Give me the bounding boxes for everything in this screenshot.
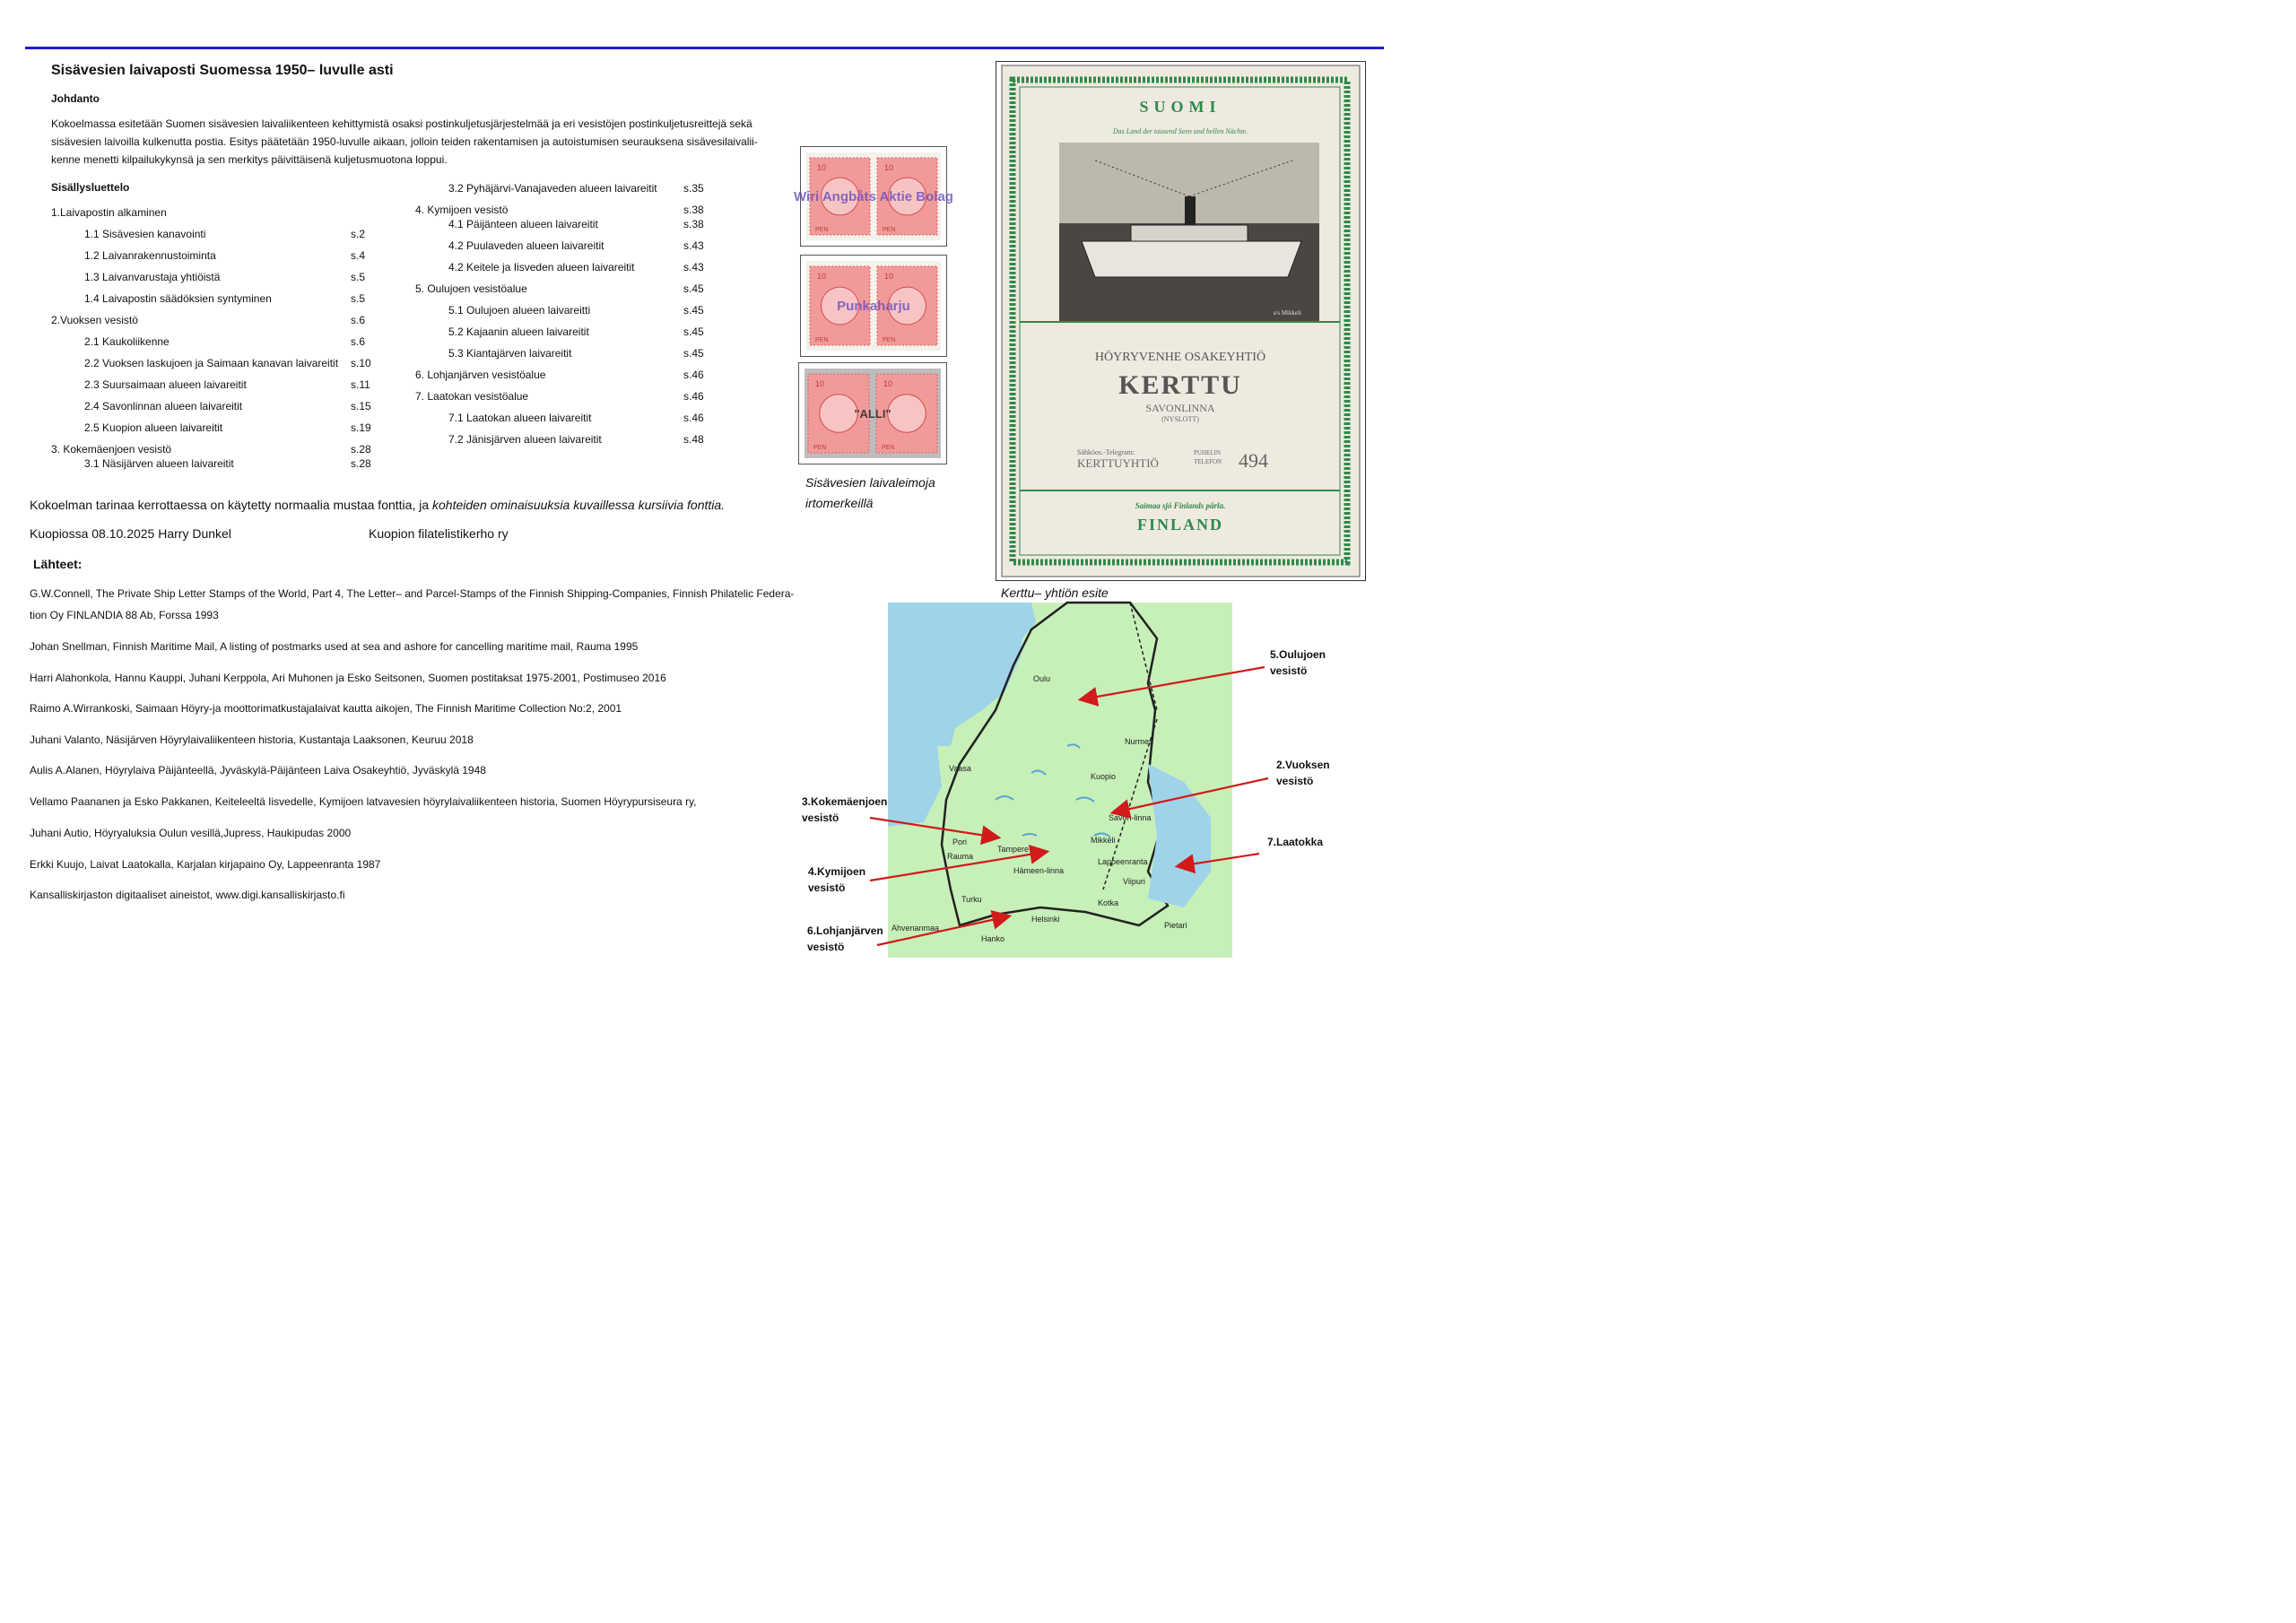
toc-item-label: 1.4 Laivapostin säädöksien syntyminen bbox=[84, 292, 272, 305]
toc-item-label: 4.2 Puulaveden alueen laivareitit bbox=[448, 239, 604, 252]
source-item: Juhani Autio, Höyryaluksia Oulun vesillä,Jupress, Haukipudas 2000 bbox=[30, 827, 352, 839]
map-city-label: Viipuri bbox=[1123, 877, 1145, 886]
brochure-name: KERTTU bbox=[1118, 370, 1242, 400]
intro-line: Kokoelmassa esitetään Suomen sisävesien laivaliikenteen kehittymistä osaksi postinkuljetusjärjestelmää ja eri vesistöjen postinkuljetusreittejä sekä bbox=[51, 117, 752, 130]
toc-item-label: 5.2 Kajaanin alueen laivareitit bbox=[448, 325, 589, 338]
svg-text:10: 10 bbox=[884, 163, 894, 172]
toc-item-page: s.45 bbox=[683, 347, 704, 360]
svg-text:10: 10 bbox=[817, 163, 827, 172]
toc-item-page: s.11 bbox=[351, 378, 370, 391]
map-city-label: Oulu bbox=[1033, 674, 1051, 683]
map-arrow bbox=[1178, 854, 1259, 866]
svg-text:PEN: PEN bbox=[815, 337, 829, 343]
svg-text:"ALLI": "ALLI" bbox=[854, 407, 891, 421]
stamps-caption-line2: irtomerkeillä bbox=[805, 496, 874, 510]
map-city-label: Kotka bbox=[1098, 898, 1119, 907]
toc-item-page: s.45 bbox=[683, 304, 704, 317]
source-item: Juhani Valanto, Näsijärven Höyrylaivaliikenteen historia, Kustantaja Laaksonen, Keuruu 2018 bbox=[30, 733, 474, 746]
toc-item-label: 3.2 Pyhäjärvi-Vanajaveden alueen laivareitit bbox=[448, 182, 657, 195]
map-region-label bbox=[802, 794, 887, 826]
source-item: Johan Snellman, Finnish Maritime Mail, A listing of postmarks used at sea and ashore for cancelling maritime mail, Rauma 1995 bbox=[30, 640, 639, 653]
svg-text:PEN: PEN bbox=[883, 337, 896, 343]
map-city-label: Turku bbox=[961, 895, 982, 904]
toc-item-page: s.19 bbox=[351, 421, 371, 434]
toc-item-page: s.6 bbox=[351, 314, 366, 326]
map-arrow bbox=[870, 852, 1046, 881]
brochure-ship-caption: s/s Mikkeli bbox=[1273, 309, 1301, 317]
toc-item-label: 4.2 Keitele ja Iisveden alueen laivareitit bbox=[448, 261, 635, 273]
source-item: Harri Alahonkola, Hannu Kauppi, Juhani Kerppola, Ari Muhonen ja Esko Seitsonen, Suomen postitaksat 1975-2001, Postimuseo 2016 bbox=[30, 672, 666, 684]
toc-item-label: 5.3 Kiantajärven laivareitit bbox=[448, 347, 572, 360]
svg-text:10: 10 bbox=[883, 379, 893, 388]
source-item: Vellamo Paananen ja Esko Pakkanen, Keiteleeltä Iisvedelle, Kymijoen latvavesien höyrylaivaliikenteen historia, Suomen Höyrypursiseura ry, bbox=[30, 795, 697, 808]
toc-item-label: 1.1 Sisävesien kanavointi bbox=[84, 228, 206, 240]
map-city-label: Rauma bbox=[947, 852, 974, 861]
map-region-label bbox=[808, 864, 865, 896]
map-region-label-line2: vesistö bbox=[802, 812, 839, 824]
map-region-label-line1: 6.Lohjanjärven bbox=[807, 924, 883, 937]
toc-item-page: s.4 bbox=[351, 249, 366, 262]
font-note-normal: Kokoelman tarinaa kerrottaessa on käytetty normaalia mustaa fonttia, ja bbox=[30, 498, 433, 512]
toc-item-page: s.5 bbox=[351, 271, 366, 283]
toc-item-page: s.5 bbox=[351, 292, 366, 305]
map-region-label-line2: vesistö bbox=[807, 941, 845, 953]
map-arrow bbox=[1114, 778, 1268, 812]
toc-item-label: 5. Oulujoen vesistöalue bbox=[415, 282, 527, 295]
intro-line: sisävesien laivoilla kulkenutta postia. Esitys päätetään 1950-luvulle aikaan, jolloin teiden rakentamisen ja autoistumisen seurauksena sisävesilaivalii- bbox=[51, 135, 758, 148]
map-city-label: Tampere bbox=[997, 845, 1030, 854]
toc-item-label: 7.2 Jänisjärven alueen laivareitit bbox=[448, 433, 602, 446]
map-region-label-line1: 2.Vuoksen bbox=[1276, 759, 1330, 771]
club-name: Kuopion filatelistikerho ry bbox=[369, 526, 509, 541]
toc-item-page: s.28 bbox=[351, 443, 371, 456]
brochure-subtitle: Das Land der tausend Seen und hellen Nächte. bbox=[1112, 127, 1248, 135]
brochure-bottom: FINLAND bbox=[1136, 516, 1224, 534]
source-item: Kansalliskirjaston digitaaliset aineistot, www.digi.kansalliskirjasto.fi bbox=[30, 889, 345, 901]
map-region-label bbox=[807, 923, 883, 955]
brochure-caption: Kerttu– yhtiön esite bbox=[1001, 586, 1109, 600]
source-item: Erkki Kuujo, Laivat Laatokalla, Karjalan kirjapaino Oy, Lappeenranta 1987 bbox=[30, 858, 381, 871]
brochure-phone-label2: TELEFON bbox=[1194, 458, 1222, 465]
place-date: Kuopiossa 08.10.2025 Harry Dunkel bbox=[30, 526, 231, 541]
brochure-company: HÖYRYVENHE OSAKEYHTIÖ bbox=[1094, 351, 1266, 364]
toc-item-label: 1.Laivapostin alkaminen bbox=[51, 206, 167, 219]
toc-heading: Sisällysluettelo bbox=[51, 181, 130, 194]
map-region-label-line2: vesistö bbox=[808, 881, 846, 894]
toc-item-page: s.2 bbox=[351, 228, 366, 240]
toc-item-label: 3. Kokemäenjoen vesistö bbox=[51, 443, 172, 456]
toc-item-page: s.15 bbox=[351, 400, 371, 412]
svg-text:Wiri Angbåts Aktie Bolag: Wiri Angbåts Aktie Bolag bbox=[794, 189, 953, 204]
toc-item-page: s.38 bbox=[683, 218, 704, 230]
toc-item-page: s.35 bbox=[683, 182, 704, 195]
page-title: Sisävesien laivaposti Suomessa 1950– luvulle asti bbox=[51, 63, 394, 78]
source-item: Aulis A.Alanen, Höyrylaiva Päijänteellä, Jyväskylä-Päijänteen Laiva Osakeyhtiö, Jyväskylä 1948 bbox=[30, 764, 486, 777]
brochure-phone-label1: PUHELIN bbox=[1194, 449, 1221, 456]
svg-text:PEN: PEN bbox=[815, 227, 829, 233]
toc-item-label: 2.2 Vuoksen laskujoen ja Saimaan kanavan laivareitit bbox=[84, 357, 339, 369]
toc-item-page: s.43 bbox=[683, 261, 704, 273]
map-city-label: Mikkeli bbox=[1091, 836, 1116, 845]
svg-text:10: 10 bbox=[817, 272, 827, 281]
toc-item-page: s.38 bbox=[683, 204, 704, 216]
toc-item-label: 2.4 Savonlinnan alueen laivareitit bbox=[84, 400, 243, 412]
toc-item-page: s.48 bbox=[683, 433, 704, 446]
map-city-label: Hanko bbox=[981, 934, 1005, 943]
toc-item-page: s.46 bbox=[683, 390, 704, 403]
toc-item-label: 7. Laatokan vesistöalue bbox=[415, 390, 529, 403]
map-region-label-line1: 3.Kokemäenjoen bbox=[802, 795, 888, 808]
map-arrow bbox=[1082, 667, 1265, 699]
map-region-label-line1: 5.Oulujoen bbox=[1270, 648, 1326, 661]
map-city-label: Vaasa bbox=[949, 764, 971, 773]
svg-text:PEN: PEN bbox=[882, 445, 895, 451]
intro-line: kenne menetti kilpailukykynsä ja sen merkitys päivittäisenä kuljetusmuotona loppui. bbox=[51, 153, 448, 166]
map-city-label: Nurmes bbox=[1125, 737, 1153, 746]
svg-text:10: 10 bbox=[815, 379, 825, 388]
toc-item-label: 1.2 Laivanrakennustoiminta bbox=[84, 249, 216, 262]
sources-heading: Lähteet: bbox=[33, 557, 83, 571]
toc-item-page: s.6 bbox=[351, 335, 366, 348]
map-region-label-line1: 7.Laatokka bbox=[1267, 836, 1324, 848]
map-city-label: Lappeenranta bbox=[1098, 857, 1148, 866]
intro-heading: Johdanto bbox=[51, 92, 100, 105]
map-city-label: Hämeen-linna bbox=[1013, 866, 1065, 875]
map-region-label-line2: vesistö bbox=[1270, 664, 1308, 677]
toc-item-page: s.28 bbox=[351, 457, 371, 470]
map-city-label: Savon-linna bbox=[1109, 813, 1152, 822]
brochure-telegram-label: Sähköos.-Telegram: bbox=[1077, 448, 1135, 456]
map-arrow bbox=[877, 916, 1008, 945]
brochure-city-alt: (NYSLOTT) bbox=[1161, 415, 1199, 423]
toc-item-label: 5.1 Oulujoen alueen laivareitti bbox=[448, 304, 591, 317]
toc-item-label: 4.1 Päijänteen alueen laivareitit bbox=[448, 218, 598, 230]
toc-item-label: 2.3 Suursaimaan alueen laivareitit bbox=[84, 378, 247, 391]
map-region-label bbox=[1267, 834, 1323, 850]
map-region-label-line1: 4.Kymijoen bbox=[808, 865, 866, 878]
brochure-motto: Saimaa sjö Finlands pärla. bbox=[1135, 501, 1226, 510]
toc-item-page: s.45 bbox=[683, 282, 704, 295]
stamps-caption-line1: Sisävesien laivaleimoja bbox=[805, 475, 935, 490]
toc-item-label: 2.1 Kaukoliikenne bbox=[84, 335, 170, 348]
map-city-label: Ahvenanmaa bbox=[891, 924, 940, 933]
svg-text:10: 10 bbox=[884, 272, 894, 281]
brochure-city: SAVONLINNA bbox=[1145, 402, 1215, 414]
toc-item-label: 3.1 Näsijärven alueen laivareitit bbox=[84, 457, 234, 470]
brochure-telegram: KERTTUYHTIÖ bbox=[1077, 456, 1159, 470]
brochure-top: SUOMI bbox=[1139, 98, 1222, 116]
svg-text:Punkaharju: Punkaharju bbox=[837, 299, 910, 314]
toc-item-label: 1.3 Laivanvarustaja yhtiöistä bbox=[84, 271, 221, 283]
toc-item-page: s.46 bbox=[683, 412, 704, 424]
toc-item-label: 2.5 Kuopion alueen laivareitit bbox=[84, 421, 223, 434]
toc-item-page: s.10 bbox=[351, 357, 371, 369]
svg-text:PEN: PEN bbox=[883, 227, 896, 233]
map-region-label bbox=[1270, 647, 1326, 679]
toc-item-label: 2.Vuoksen vesistö bbox=[51, 314, 138, 326]
source-item: G.W.Connell, The Private Ship Letter Stamps of the World, Part 4, The Letter– and Parcel-Stamps of the Finnish Shipping-Companies, Finnish Philatelic Federa- bbox=[30, 587, 795, 600]
toc-item-page: s.43 bbox=[683, 239, 704, 252]
svg-text:PEN: PEN bbox=[813, 445, 827, 451]
map-arrows bbox=[0, 0, 1406, 994]
toc-item-page: s.46 bbox=[683, 369, 704, 381]
source-item: tion Oy FINLANDIA 88 Ab, Forssa 1993 bbox=[30, 609, 219, 621]
toc-item-label: 7.1 Laatokan alueen laivareitit bbox=[448, 412, 592, 424]
toc-item-page: s.45 bbox=[683, 325, 704, 338]
map-city-label: Pori bbox=[952, 838, 968, 846]
font-note-italic: kohteiden ominaisuuksia kuvaillessa kursiivia fonttia. bbox=[432, 498, 726, 512]
map-region-label-line2: vesistö bbox=[1276, 775, 1314, 787]
map-city-label: Kuopio bbox=[1091, 772, 1117, 781]
map-city-label: Helsinki bbox=[1031, 915, 1060, 924]
toc-item-label: 6. Lohjanjärven vesistöalue bbox=[415, 369, 546, 381]
toc-item-label: 4. Kymijoen vesistö bbox=[415, 204, 509, 216]
source-item: Raimo A.Wirrankoski, Saimaan Höyry-ja moottorimatkustajalaivat kautta aikojen, The Finnish Maritime Collection No:2, 2001 bbox=[30, 702, 622, 715]
map-arrow bbox=[870, 818, 997, 838]
map-region-label bbox=[1276, 757, 1330, 789]
brochure-phone: 494 bbox=[1239, 449, 1268, 472]
map-city-label: Pietari bbox=[1164, 921, 1187, 930]
